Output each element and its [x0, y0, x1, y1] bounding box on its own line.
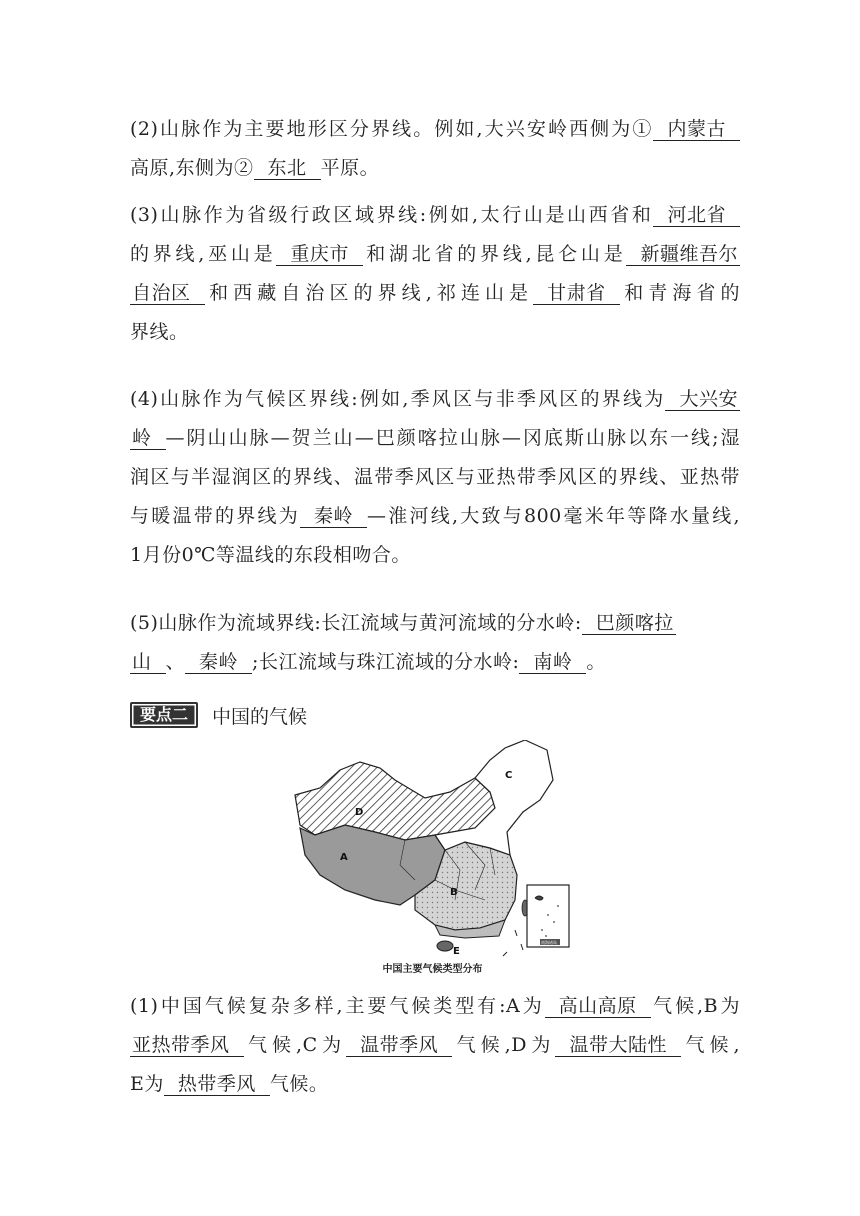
text: 气候,B为 [650, 995, 740, 1017]
text: (1)中国气候复杂多样,主要气候类型有:A为 [130, 995, 545, 1017]
region-temperate-continental [295, 762, 495, 840]
text: 气候,D为 [452, 1034, 556, 1056]
inset-label: 南海诸岛 [541, 940, 557, 945]
answer-blank: 重庆市 [276, 243, 363, 266]
text: (5)山脉作为流域界线:长江流域与黄河流域的分水岭: [130, 612, 582, 634]
answer-blank: 亚热带季风 [130, 1034, 244, 1057]
text: (3)山脉作为省级行政区域界线:例如,太行山是山西省和 [130, 204, 654, 226]
paragraph-mountain-province-boundary [130, 196, 740, 352]
answer-blank: 高山高原 [545, 995, 651, 1018]
text: 高原,东侧为② [130, 157, 254, 179]
answer-blank: 温带季风 [346, 1034, 452, 1057]
text: E为 [130, 1073, 164, 1095]
text: 和西藏自治区的界线,祁连山是 [204, 282, 534, 304]
text: ;长江流域与珠江流域的分水岭: [252, 651, 520, 673]
answer-blank: 河北省 [653, 204, 740, 227]
section-header [130, 700, 307, 730]
answer-blank: 南岭 [519, 651, 586, 674]
text: 、 [165, 651, 186, 673]
key-point-badge: 要点二 [130, 702, 198, 728]
answer-blank: 热带季风 [164, 1073, 270, 1096]
answer-blank: 山 [130, 651, 166, 674]
paragraph-mountain-climate-boundary [130, 380, 740, 575]
answer-blank: 自治区 [130, 282, 205, 305]
map-label-e: E [453, 946, 460, 957]
text: 润区与半湿润区的界线、温带季风区与亚热带季风区的界线、亚热带 [130, 466, 740, 488]
map-caption: 中国主要气候类型分布 [382, 964, 483, 975]
map-label-b: B [450, 887, 458, 898]
answer-blank: 秦岭 [185, 651, 252, 674]
text: (4)山脉作为气候区界线:例如,季风区与非季风区的界线为 [130, 388, 666, 410]
text: 气候。 [269, 1073, 329, 1095]
text: 气候,C为 [243, 1034, 347, 1056]
answer-blank: 内蒙古 [653, 118, 740, 141]
section-title: 中国的气候 [212, 705, 308, 728]
text: 。 [586, 651, 606, 673]
paragraph-mountain-watershed-boundary [130, 604, 740, 682]
answer-blank: 温带大陆性 [555, 1034, 681, 1057]
answer-blank: 东北 [254, 157, 321, 180]
south-china-sea-inset [527, 885, 569, 947]
nine-dash-line [503, 930, 523, 956]
paragraph-mountain-terrain-boundary [130, 110, 740, 188]
hainan-island [437, 941, 453, 951]
map-label-c: C [505, 770, 513, 781]
map-label-d: D [355, 807, 364, 818]
text: —淮河线,大致与800毫米年等降水量线, [366, 505, 740, 527]
map-figure [285, 740, 580, 970]
text: 与暖温带的界线为 [130, 505, 300, 527]
answer-blank: 新疆维吾尔 [626, 243, 740, 266]
text: 平原。 [320, 157, 380, 179]
answer-blank: 甘肃省 [533, 282, 620, 305]
map-label-a: A [340, 852, 348, 863]
china-climate-map [285, 740, 580, 980]
answer-blank: 巴颜喀拉 [582, 612, 676, 635]
text: 和青海省的 [619, 282, 740, 304]
answer-blank: 大兴安 [665, 388, 740, 411]
text: 的界线,巫山是 [130, 243, 277, 265]
text: 和湖北省的界线,昆仑山是 [362, 243, 627, 265]
text: —阴山山脉—贺兰山—巴颜喀拉山脉—冈底斯山脉以东一线;湿 [165, 427, 740, 449]
answer-blank: 岭 [130, 427, 166, 450]
text: (2)山脉作为主要地形区分界线。例如,大兴安岭西侧为① [130, 118, 654, 140]
paragraph-climate-types [130, 987, 740, 1104]
text: 气候, [680, 1034, 741, 1056]
text: 1月份0℃等温线的东段相吻合。 [130, 544, 411, 566]
answer-blank: 秦岭 [300, 505, 367, 528]
text: 界线。 [130, 321, 189, 343]
